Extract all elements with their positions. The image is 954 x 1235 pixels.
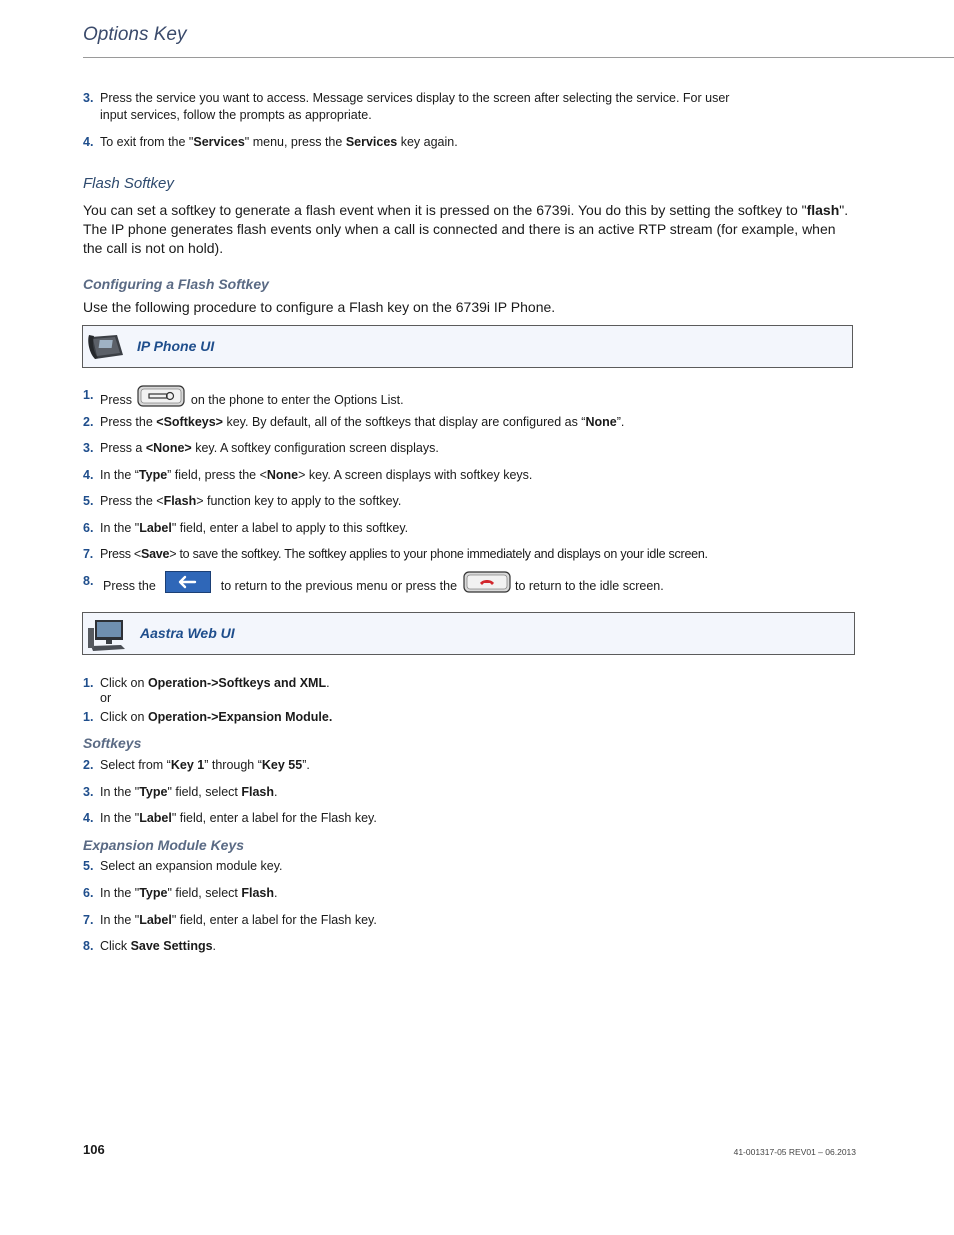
bold-term: Services — [193, 135, 245, 149]
step-number: 5. — [83, 494, 94, 508]
phone-step-7 — [83, 546, 708, 563]
computer-icon — [87, 618, 131, 657]
step-text: Select from “ — [100, 758, 171, 772]
step-text: Click on — [100, 676, 148, 690]
expansion-heading: Expansion Module Keys — [83, 837, 245, 853]
step-text: In the " — [100, 913, 140, 927]
web-step-or — [83, 690, 111, 707]
step-text: Press the — [103, 578, 156, 593]
aastra-web-ui-banner — [82, 612, 855, 655]
bold-term: Services — [345, 135, 398, 149]
bold-term: None — [585, 415, 617, 429]
phone-step-6 — [83, 520, 408, 537]
step-text: to return to the idle screen. — [515, 578, 664, 593]
step-text: . — [274, 785, 278, 799]
step-text: > function key to apply to the softkey. — [196, 494, 402, 508]
step-text: ” field, press the < — [167, 468, 267, 482]
phone-step-3 — [83, 440, 439, 457]
options-key-icon — [137, 385, 185, 412]
step-number: 1. — [83, 710, 94, 724]
bold-term: Label — [139, 913, 172, 927]
step-text: " field, enter a label for the Flash key. — [171, 811, 377, 825]
bold-term: Type — [138, 468, 168, 482]
flash-paragraph — [83, 201, 858, 258]
step-text: Press < — [100, 547, 141, 561]
config-paragraph: Use the following procedure to configure a Flash key on the 6739i IP Phone. — [83, 299, 556, 315]
bold-term: Flash — [163, 494, 197, 508]
step-number: 3. — [83, 91, 94, 105]
step-text: key. By default, all of the softkeys that display are configured as “ — [223, 415, 586, 429]
bold-term: Save Settings — [130, 939, 213, 953]
banner-label: Aastra Web UI — [140, 625, 235, 641]
or-text: or — [100, 691, 112, 705]
step-text: Press the — [100, 415, 157, 429]
subsection-heading: Configuring a Flash Softkey — [83, 276, 269, 292]
step-text: " field, select — [167, 785, 242, 799]
bold-term: Type — [139, 785, 168, 799]
bold-term: None — [266, 468, 299, 482]
intro-step-3 — [83, 90, 763, 124]
bold-term: Flash — [241, 886, 275, 900]
step-number: 4. — [83, 135, 94, 149]
step-text: . — [326, 676, 330, 690]
desk-phone-icon — [87, 331, 127, 368]
step-number: 4. — [83, 468, 94, 482]
step-text: > to save the softkey. The softkey applies to your phone immediately and displays on your idle screen. — [169, 547, 708, 561]
step-text: Click — [100, 939, 131, 953]
step-text: on the phone to enter the Options List. — [190, 392, 404, 407]
header-rule — [83, 57, 954, 58]
goodbye-key-icon — [463, 571, 511, 598]
phone-step-4 — [83, 467, 532, 484]
web-step-3 — [83, 784, 278, 801]
step-number: 4. — [83, 811, 94, 825]
web-step-7 — [83, 912, 377, 929]
step-number: 5. — [83, 859, 94, 873]
bold-term: Label — [139, 811, 172, 825]
step-number: 3. — [83, 441, 94, 455]
web-step-1b — [83, 709, 332, 726]
header-title: Options Key — [83, 24, 187, 45]
web-step-5 — [83, 858, 283, 875]
step-text: In the " — [100, 811, 140, 825]
bold-term: <None> — [145, 441, 192, 455]
bold-term: Key 55 — [261, 758, 303, 772]
step-text: Click on — [100, 710, 148, 724]
bold-term: Key 1 — [170, 758, 205, 772]
document-reference: 41-001317-05 REV01 – 06.2013 — [733, 1147, 856, 1157]
bold-term: Operation->Expansion Module. — [147, 710, 333, 724]
back-arrow-key-icon — [165, 571, 211, 598]
step-text: Press a — [100, 441, 146, 455]
step-text: . — [212, 939, 217, 953]
step-text: . — [274, 886, 278, 900]
bold-term: Flash — [241, 785, 275, 799]
step-number: 2. — [83, 415, 94, 429]
step-number: 1. — [83, 388, 94, 402]
step-text: Select an expansion module key. — [100, 859, 283, 873]
phone-step-5 — [83, 493, 401, 510]
step-text: " field, enter a label to apply to this softkey. — [171, 521, 409, 535]
page-number: 106 — [83, 1142, 105, 1157]
step-number: 8. — [83, 574, 94, 588]
step-text: In the " — [100, 886, 140, 900]
step-text: In the " — [100, 785, 140, 799]
step-text: ” through “ — [204, 758, 262, 772]
bold-term: flash — [806, 202, 840, 218]
step-text: ”. — [302, 758, 310, 772]
step-number: 6. — [83, 886, 94, 900]
web-step-2 — [83, 757, 310, 774]
step-number: 2. — [83, 758, 94, 772]
step-text: Press the service you want to access. Message services display to the screen after selecting the service. For user — [100, 91, 730, 105]
web-step-8 — [83, 938, 216, 955]
phone-step-1 — [83, 387, 404, 414]
phone-step-8 — [83, 573, 664, 600]
step-number: 6. — [83, 521, 94, 535]
step-text: key again. — [397, 135, 458, 149]
bold-term: Type — [139, 886, 168, 900]
step-text: " field, select — [167, 886, 242, 900]
para-text: You can set a softkey to generate a flash event when it is pressed on the 6739i. You do this by setting the softkey to " — [83, 202, 807, 218]
step-text: Press — [100, 392, 132, 407]
softkeys-heading: Softkeys — [83, 735, 142, 751]
step-number: 7. — [83, 547, 93, 561]
para-text: ". The IP phone generates flash events only when a call is connected and there is an active RTP stream (for example, when the call is not on hold). — [83, 202, 849, 256]
step-text: In the “ — [100, 468, 139, 482]
step-text: key. A softkey configuration screen displays. — [191, 441, 439, 455]
step-text: In the " — [100, 521, 140, 535]
phone-step-2 — [83, 414, 624, 431]
web-step-1a — [83, 675, 330, 692]
bold-term: Save — [140, 547, 170, 561]
ip-phone-ui-banner — [82, 325, 853, 368]
step-text: " field, enter a label for the Flash key. — [171, 913, 377, 927]
step-text: ”. — [616, 415, 625, 429]
web-step-4 — [83, 810, 377, 827]
step-number: 8. — [83, 939, 94, 953]
step-number: 7. — [83, 913, 94, 927]
step-number: 3. — [83, 785, 94, 799]
step-text: > key. A screen displays with softkey keys. — [298, 468, 533, 482]
section-heading: Flash Softkey — [83, 175, 174, 192]
intro-step-4 — [83, 134, 458, 151]
banner-label: IP Phone UI — [137, 338, 215, 354]
web-step-6 — [83, 885, 278, 902]
step-text: Press the < — [100, 494, 164, 508]
step-text: To exit from the " — [100, 135, 194, 149]
step-text-cont: input services, follow the prompts as appropriate. — [100, 108, 372, 122]
step-number: 1. — [83, 676, 94, 690]
bold-term: <Softkeys> — [156, 415, 223, 429]
step-text: " menu, press the — [244, 135, 346, 149]
bold-term: Operation->Softkeys and XML — [147, 676, 327, 690]
bold-term: Label — [139, 521, 172, 535]
step-text: to return to the previous menu or press the — [220, 578, 458, 593]
